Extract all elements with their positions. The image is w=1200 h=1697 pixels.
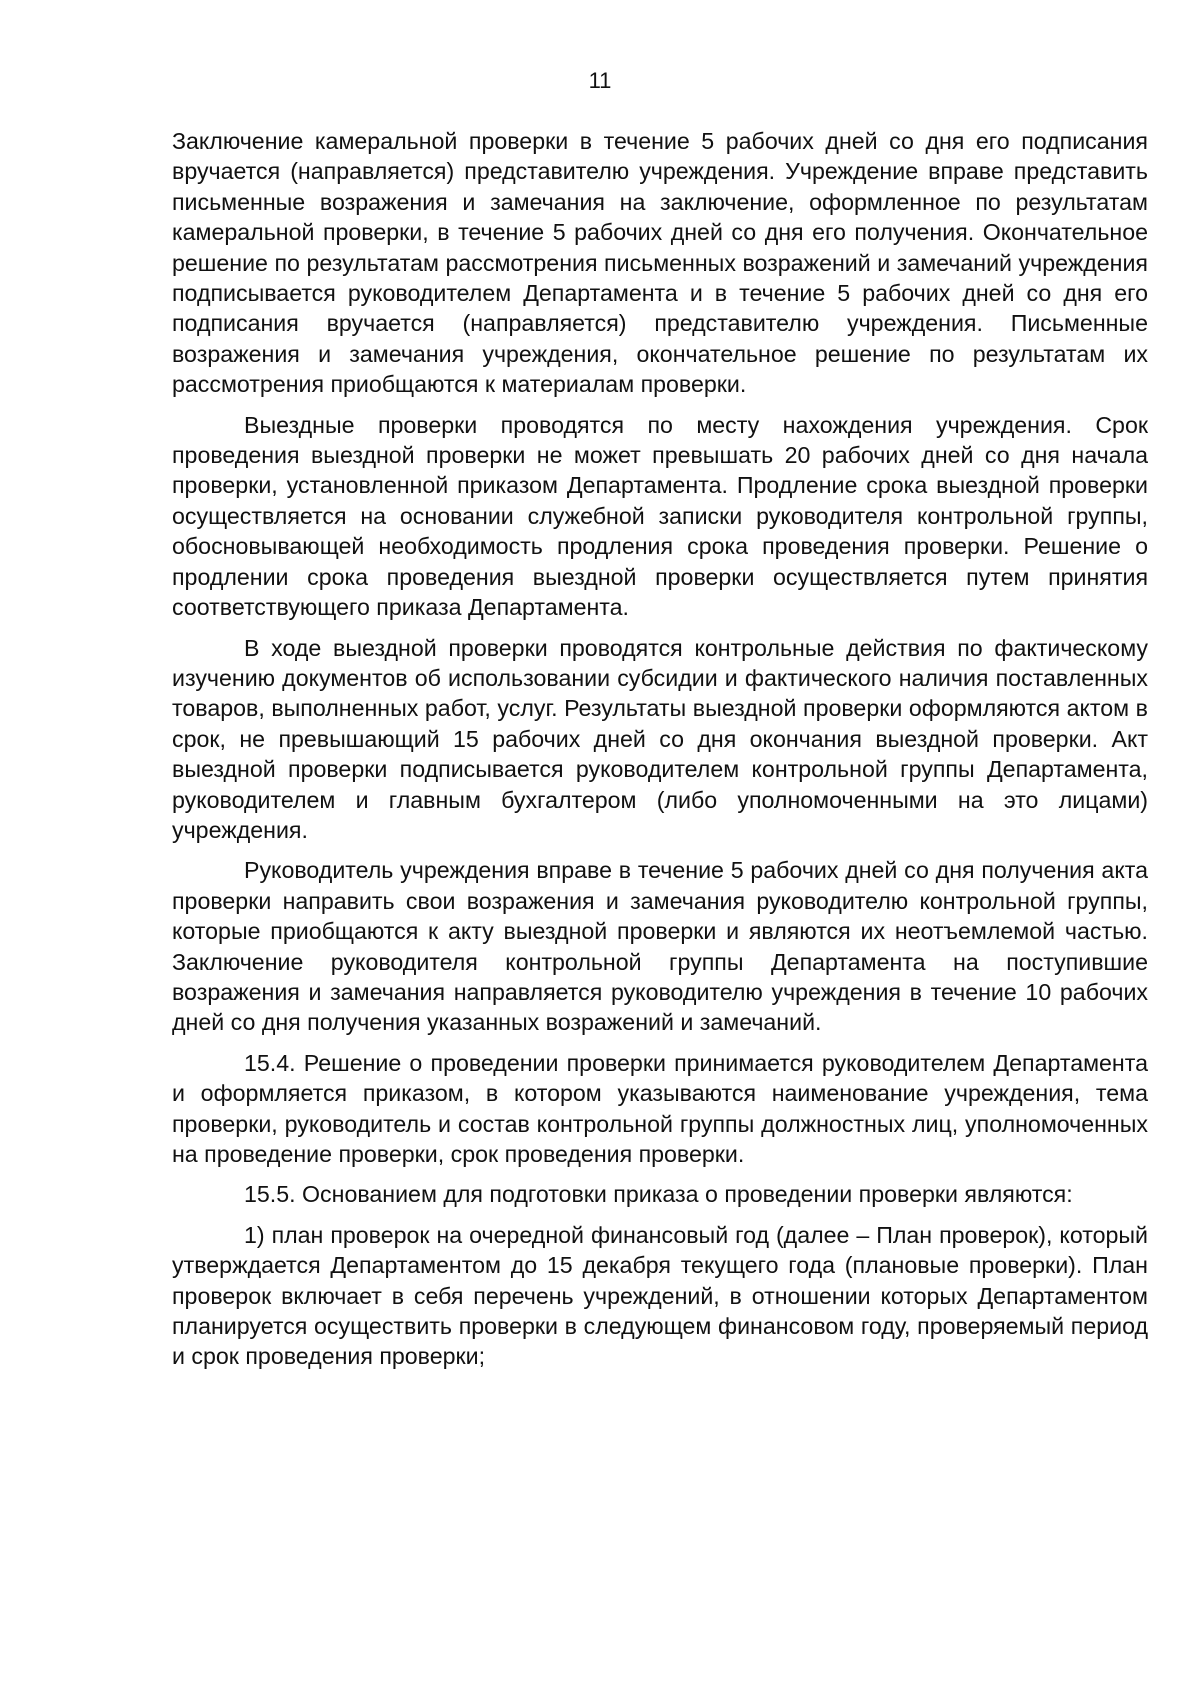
paragraph-kontrolnye-deystviya: В ходе выездной проверки проводятся контрольные действия по фактическому изучению документов об использовании субсидии и фактического наличия поставленных товаров, выполненных работ, услуг. Результаты выездной проверки оформляются актом в срок, не превышающий 15 рабочих дней со дня окончания выездной проверки. Акт выездной проверки подписывается руководителем контрольной группы Департамента, руководителем и главным бухгалтером (либо уполномоченными на это лицами) учреждения. <box>172 634 1148 843</box>
page-number: 11 <box>588 68 612 93</box>
paragraph-15-4: 15.4. Решение о проведении проверки принимается руководителем Департамента и оформляется приказом, в котором указываются наименование учреждения, тема проверки, руководитель и состав контрольной группы должностных лиц, уполномоченных на проведение проверки, срок проведения проверки. <box>172 1049 1148 1167</box>
paragraph-plan-proverok: 1) план проверок на очередной финансовый год (далее – План проверок), который утверждается Департаментом до 15 декабря текущего года (плановые проверки). План проверок включает в себя перечень учреждений, в отношении которых Департаментом планируется осуществить проверки в следующем финансовом году, проверяемый период и срок проведения проверки; <box>172 1221 1148 1370</box>
paragraph-vozrazheniya-rukovoditelya: Руководитель учреждения вправе в течение 5 рабочих дней со дня получения акта проверки направить свои возражения и замечания руководителю контрольной группы, которые приобщаются к акту выездной проверки и являются их неотъемлемой частью. Заключение руководителя контрольной группы Департамента на поступившие возражения и замечания направляется руководителю учреждения в течение 10 рабочих дней со дня получения указанных возражений и замечаний. <box>172 857 1148 1036</box>
paragraph-vyezdnye-proverki: Выездные проверки проводятся по месту нахождения учреждения. Срок проведения выездной проверки не может превышать 20 рабочих дней со дня начала проверки, установленной приказом Департамента. Продление срока выездной проверки осуществляется на основании служебной записки руководителя контрольной группы, обосновывающей необходимость продления срока проведения проверки. Решение о продлении срока проведения выездной проверки осуществляется путем принятия соответствующего приказа Департамента. <box>172 411 1148 621</box>
document-body <box>172 126 1148 1382</box>
paragraph-15-5: 15.5. Основанием для подготовки приказа о проведении проверки являются: <box>244 1181 1073 1208</box>
paragraph-kameralnaya-conclusion: Заключение камеральной проверки в течение 5 рабочих дней со дня его подписания вручается (направляется) представителю учреждения. Учреждение вправе представить письменные возражения и замечания на заключение, оформленное по результатам камеральной проверки, в течение 5 рабочих дней со дня его получения. Окончательное решение по результатам рассмотрения письменных возражений и замечаний учреждения подписывается руководителем Департамента и в течение 5 рабочих дней со дня его подписания вручается (направляется) представителю учреждения. Письменные возражения и замечания учреждения, окончательное решение по результатам их рассмотрения приобщаются к материалам проверки. <box>172 128 1148 398</box>
